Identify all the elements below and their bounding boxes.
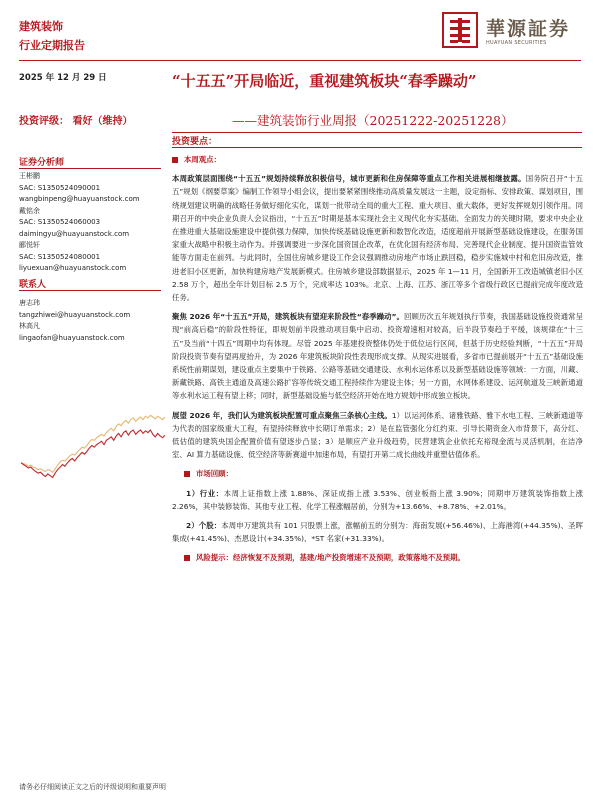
market-heading-row bbox=[172, 467, 583, 480]
brand-name-english: HUAYUAN SECURITIES bbox=[486, 40, 547, 46]
analyst-list bbox=[19, 171, 169, 275]
paragraph-lead: 聚焦 2026 年“十五五”开局，建筑板块有望迎来阶段性“春季躁动”。 bbox=[172, 312, 405, 322]
main-title: “十五五”开局临近，重视建筑板块“春季躁动” bbox=[172, 72, 477, 90]
market-label: 2）个股： bbox=[186, 521, 222, 531]
risk-heading: 风险提示： bbox=[196, 553, 233, 563]
contact-name: 林高凡 bbox=[19, 322, 40, 330]
seal-icon bbox=[442, 12, 478, 48]
market-text: 本周上证指数上涨 1.88%、深证成指上涨 3.53%、创业板指上涨 3.90%；同期申万建筑装饰指数上涨 2.26%，其中装修装饰、其他专业工程、化学工程涨幅居前，分别为+13.66%、+8.78%、+2.01%。 bbox=[172, 488, 583, 511]
analyst-name: 郦悦轩 bbox=[19, 241, 40, 249]
brand-logo bbox=[442, 12, 582, 52]
sub-title: ——建筑装饰行业周报（20251222-20251228） bbox=[232, 113, 514, 128]
analysts-heading: 证券分析师 bbox=[19, 158, 65, 168]
brand-name: 華源証券 bbox=[486, 18, 571, 40]
intro-heading-row bbox=[172, 153, 583, 166]
contact-email[interactable]: lingaofan@huayuanstock.com bbox=[19, 333, 125, 342]
market-industry bbox=[172, 487, 583, 513]
analysts-divider bbox=[19, 168, 161, 169]
series-line-0 bbox=[21, 415, 165, 472]
paragraph-text: 国务院召开“十五五”规划《纲要草案》编制工作领导小组会议，提出要紧紧围绕推动高质量发展这一主题，设定指标、安排政策、谋划项目，围绕规划建议明确的战略任务做好细化实化，谋划一批带动全局的重大工程、重大项目、重大载体，更好发挥规划引领作用。同期召开的中央企业负责人会议指出，“十五五”时期是基本实现社会主义现代化夯实基础、全面发力的关键时期，要求中央企业在推进重大基础设施建设中提供强力保障，加快传统基础设施更新和数智化改造，适度超前开展新型基础设施建设，在服务国家重大战略中积极主动作为。并强调要进一步深化国资国企改革，在优化国有经济布局、完善现代企业制度、提升国资监管效能等方面走在前列。与此同时，全国住房城乡建设工作会议强调推动房地产市场止跌回稳，稳步实施城中村和危旧房改造，推进老旧小区更新，加快构建房地产发展新模式。住房城乡建设部数据显示，2025 年 1—11 月，全国新开工改造城镇老旧小区 2.58 万个，超出全年计划目标 2.5 万个，完成率达 103%。北京、上海、江苏、浙江等多个省级行政区已提前完成年度改造任务。 bbox=[172, 174, 583, 303]
report-body bbox=[172, 153, 583, 571]
bullet-icon bbox=[184, 471, 190, 477]
analyst-email[interactable]: daimingyu@huayuanstock.com bbox=[19, 229, 130, 238]
analyst-name: 王彬鹏 bbox=[19, 172, 40, 180]
title-divider bbox=[172, 132, 582, 133]
paragraph-outlook bbox=[172, 409, 583, 462]
paragraph-lead: 本周政策层面围绕“十五五”规划持续释放积极信号，城市更新和住房保障等重点工作相关进展相继披露。 bbox=[172, 174, 526, 184]
report-category: 建筑装饰 bbox=[19, 20, 63, 33]
investment-rating: 投资评级： 看好（维持） bbox=[19, 116, 133, 127]
analyst-sac: SAC: S1350524060003 bbox=[19, 218, 101, 226]
contacts-divider bbox=[19, 290, 161, 291]
footer-disclaimer: 请务必仔细阅读正文之后的评级说明和重要声明 bbox=[19, 783, 166, 791]
key-points-divider bbox=[172, 147, 582, 148]
risk-row bbox=[172, 551, 583, 564]
bullet-icon bbox=[172, 157, 178, 163]
key-points-label: 投资要点： bbox=[172, 137, 218, 147]
analyst-sac: SAC: S1350524080001 bbox=[19, 252, 101, 261]
market-heading: 市场回顾： bbox=[196, 469, 233, 479]
market-label: 1）行业： bbox=[186, 488, 224, 498]
header-left bbox=[19, 17, 85, 55]
analyst-name: 戴铭余 bbox=[19, 206, 40, 215]
paragraph-lead: 展望 2026 年，我们认为建筑板块配置可重点聚焦三条核心主线。 bbox=[172, 410, 392, 420]
report-type: 行业定期报告 bbox=[19, 39, 85, 52]
analyst-email[interactable]: liyuexuan@huayuanstock.com bbox=[19, 264, 127, 272]
market-text: 本周申万建筑共有 101 只股票上涨，涨幅前五的分别为：海南发展(+56.46%)、上海港湾(+44.35%)、圣晖集成(+41.45%)、杰恩设计(+34.35%)、*ST 名家(+31.33%)。 bbox=[172, 521, 583, 544]
performance-chart bbox=[19, 408, 167, 483]
paragraph-text: 1）以运河体系、诸雅铁路、雅下水电工程、三峡新通道等为代表的国家级重大工程，有望持续释放中长期订单需求；2）是在监管强化分红约束、引导长期资金入市背景下，高分红、低估值的建筑央国企配置价值有望逐步凸显；3）是顺应产业升级趋势，民营建筑企业依托充裕现金流与灵活机制，在洁净室、AI 算力基础设施、低空经济等新赛道中加速布局，有望打开第二成长曲线并重塑估值体系。 bbox=[172, 410, 584, 460]
bullet-icon bbox=[184, 555, 190, 561]
report-date: 2025 年 12 月 29 日 bbox=[19, 73, 107, 83]
contacts-heading: 联系人 bbox=[19, 280, 47, 290]
risk-text: 经济恢复不及预期，基建/地产投资增速不及预期，政策落地不及预期。 bbox=[232, 553, 465, 563]
analyst-email[interactable]: wangbinpeng@huayuanstock.com bbox=[19, 195, 140, 203]
contact-list bbox=[19, 298, 169, 344]
contact-email[interactable]: tangzhiwei@huayuanstock.com bbox=[19, 310, 131, 319]
header-divider bbox=[19, 60, 581, 61]
paragraph-policy bbox=[172, 172, 583, 304]
market-stocks bbox=[172, 519, 583, 545]
contact-name: 唐志玮 bbox=[19, 299, 40, 307]
paragraph-spring-rally bbox=[172, 310, 583, 402]
intro-heading: 本周观点： bbox=[184, 155, 221, 164]
paragraph-text: 回顾历次五年规划执行节奏，我国基础设施投资通常呈现“前高后稳”的阶段性特征，即规划前半段推动项目集中启动、投资增速相对较高，后半段节奏趋于平缓，该规律在“十三五”及当前“十四五”周期中均有体现。尽管 2025 年基建投资整体仍处于低位运行区间，但基于历史经验判断，“十五五”开局阶段投资节奏有望再度抬升，为 2026 年建筑板块阶段性表现形成支撑。从现实进展看，多省市已提前展开“十五五”基础设施系统性前期谋划，建设重点主要集中于铁路、公路等基础交通建设、水利水运体系以及新型基础设施等领域：一方面，川藏、新藏铁路、高铁主通道及高速公路扩容等传统交通工程持续作为建设主体；另一方面，水网体系建设、运河航道及三峡新通道等水利水运工程有望上移；同时，新型基础设施与低空经济开始在地方规划中形成独立板块。 bbox=[172, 312, 583, 401]
analyst-sac: SAC: S1350524090001 bbox=[19, 183, 101, 192]
